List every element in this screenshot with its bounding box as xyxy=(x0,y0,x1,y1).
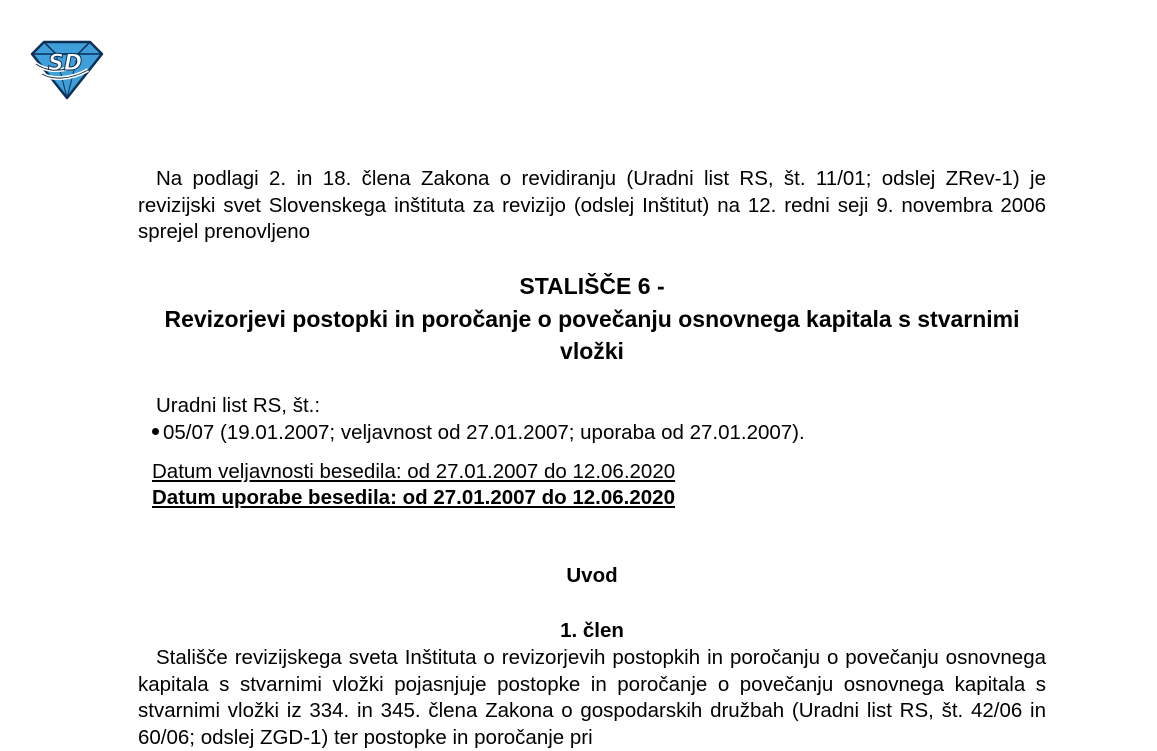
sd-logo xyxy=(30,40,104,100)
gazette-item xyxy=(152,420,805,446)
title-line-1: STALIŠČE 6 - xyxy=(519,273,665,299)
intro-paragraph xyxy=(138,166,1046,246)
usage-date: Datum uporabe besedila: od 27.01.2007 do 12.06.2020 xyxy=(152,486,675,509)
logo-letter-s: SD xyxy=(48,51,83,76)
document-title xyxy=(138,270,1046,368)
article-paragraph xyxy=(138,645,1046,751)
gazette-label: Uradni list RS, št.: xyxy=(156,394,321,417)
section-heading: Uvod xyxy=(566,564,618,587)
gazette-item-text: 05/07 (19.01.2007; veljavnost od 27.01.2007; uporaba od 27.01.2007). xyxy=(163,421,805,444)
intro-text: Na podlagi 2. in 18. člena Zakona o revidiranju (Uradni list RS, št. 11/01; odslej ZRev-1) je revizijski svet Slovenskega inštituta za revizijo (odslej Inštitut) na 12. redni seji 9. novembra 2006 sprejel prenovljeno xyxy=(138,167,1046,243)
bullet-icon xyxy=(152,428,159,435)
article-text: Stališče revizijskega sveta Inštituta o revizorjevih postopkih in poročanju o povečanju osnovnega kapitala s stvarnimi vložki pojasnjuje postopke in poročanje o povečanju osnovnega kapitala s stvarnimi vložki iz 334. in 345. člena Zakona o gospodarskih družbah (Uradni list RS, št. 42/06 in 60/06; odslej ZGD-1) ter postopke in poročanje pri xyxy=(138,646,1046,749)
validity-date: Datum veljavnosti besedila: od 27.01.2007 do 12.06.2020 xyxy=(152,460,676,483)
article-heading: 1. člen xyxy=(560,619,624,642)
title-line-2: Revizorjevi postopki in poročanje o povečanju osnovnega kapitala s stvarnimi vložki xyxy=(164,305,1020,364)
